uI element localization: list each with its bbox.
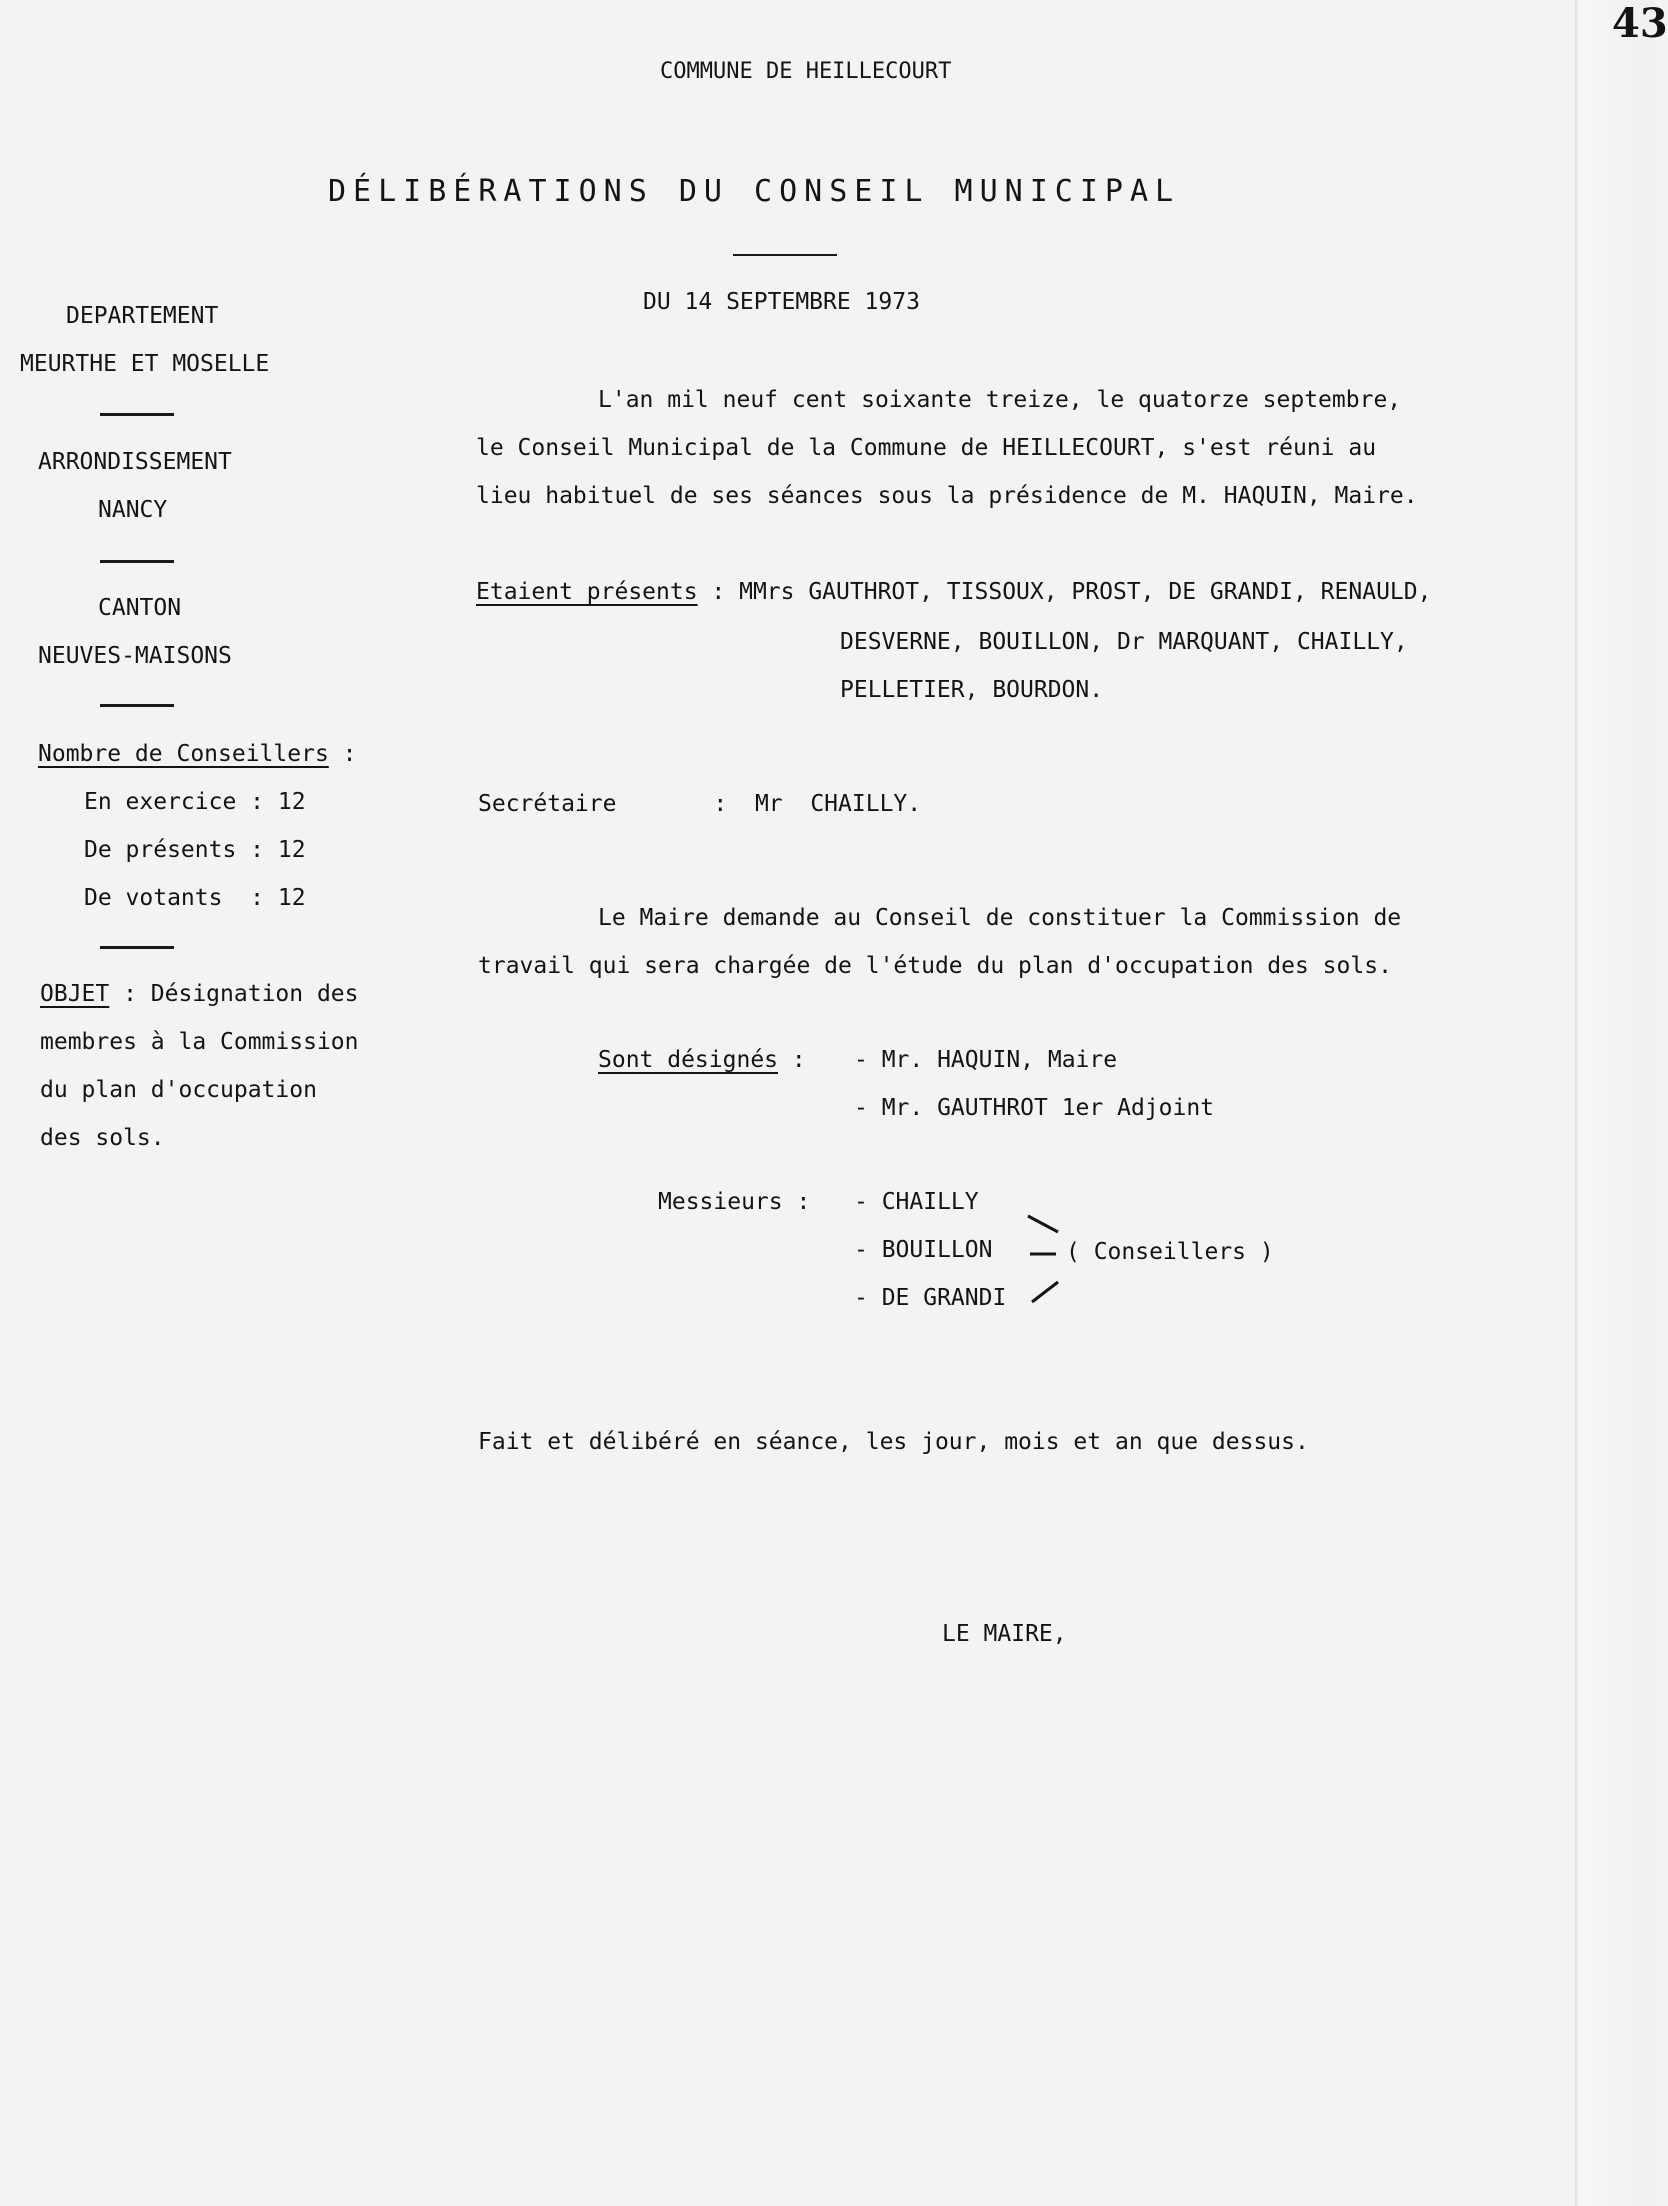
arrondissement-label: ARRONDISSEMENT [38, 449, 232, 475]
messieurs-item: - CHAILLY [854, 1189, 979, 1215]
closing-statement: Fait et délibéré en séance, les jour, mois et an que dessus. [478, 1429, 1309, 1455]
conseillers-note: ( Conseillers ) [1066, 1239, 1274, 1265]
intro-paragraph-line: lieu habituel de ses séances sous la présidence de M. HAQUIN, Maire. [476, 483, 1418, 509]
objet-text: : Désignation des [109, 981, 359, 1007]
separator [100, 946, 174, 949]
designe-item: - Mr. HAQUIN, Maire [854, 1047, 1118, 1073]
designes-label: Sont désignés [598, 1047, 779, 1073]
separator [100, 413, 174, 416]
conseillers-colon: : [342, 741, 357, 767]
canton-label: CANTON [98, 595, 182, 621]
objet-text: du plan d'occupation [40, 1077, 317, 1103]
presents-names: DESVERNE, BOUILLON, Dr MARQUANT, CHAILLY, [840, 629, 1408, 655]
presents-names: : MMrs GAUTHROT, TISSOUX, PROST, DE GRANDI, RENAULD, [697, 579, 1432, 605]
departement-label: DEPARTEMENT [66, 303, 219, 329]
title-rule [733, 254, 837, 256]
objet-text: des sols. [40, 1125, 165, 1151]
objet-line [40, 980, 359, 1008]
canton-value: NEUVES-MAISONS [38, 643, 232, 669]
commune-heading: COMMUNE DE HEILLECOURT [660, 59, 952, 84]
secretaire-line: Secrétaire : Mr CHAILLY. [478, 791, 922, 817]
page-number: 43 [1612, 0, 1668, 47]
designes-heading [598, 1046, 806, 1074]
session-date: DU 14 SEPTEMBRE 1973 [643, 289, 920, 315]
presents-line [476, 578, 1431, 606]
arrondissement-value: NANCY [98, 497, 168, 523]
presents-label: Etaient présents [476, 579, 698, 605]
separator [100, 560, 174, 563]
presents-count: De présents : 12 [84, 837, 306, 863]
messieurs-item: - BOUILLON [854, 1237, 993, 1263]
conseillers-label: Nombre de Conseillers [38, 741, 329, 767]
demande-paragraph-line: travail qui sera chargée de l'étude du plan d'occupation des sols. [478, 953, 1392, 979]
en-exercice-count: En exercice : 12 [84, 789, 306, 815]
signature-label: LE MAIRE, [942, 1621, 1067, 1647]
votants-count: De votants : 12 [84, 885, 306, 911]
intro-paragraph-line: le Conseil Municipal de la Commune de HEILLECOURT, s'est réuni au [476, 435, 1377, 461]
separator [100, 704, 174, 707]
objet-label: OBJET [40, 981, 110, 1007]
conseillers-heading [38, 740, 357, 768]
demande-paragraph-line: Le Maire demande au Conseil de constituer la Commission de [598, 905, 1402, 931]
messieurs-item: - DE GRANDI [854, 1285, 1007, 1311]
document-title: DÉLIBÉRATIONS DU CONSEIL MUNICIPAL [328, 174, 1181, 209]
page-edge [1575, 0, 1655, 2206]
presents-names: PELLETIER, BOURDON. [840, 677, 1104, 703]
intro-paragraph-line: L'an mil neuf cent soixante treize, le quatorze septembre, [598, 387, 1402, 413]
messieurs-label: Messieurs : [658, 1189, 811, 1215]
designes-colon: : [778, 1047, 806, 1073]
departement-value: MEURTHE ET MOSELLE [20, 351, 270, 377]
objet-text: membres à la Commission [40, 1029, 359, 1055]
designe-item: - Mr. GAUTHROT 1er Adjoint [854, 1095, 1215, 1121]
grouping-brace-icon [1024, 1210, 1066, 1306]
